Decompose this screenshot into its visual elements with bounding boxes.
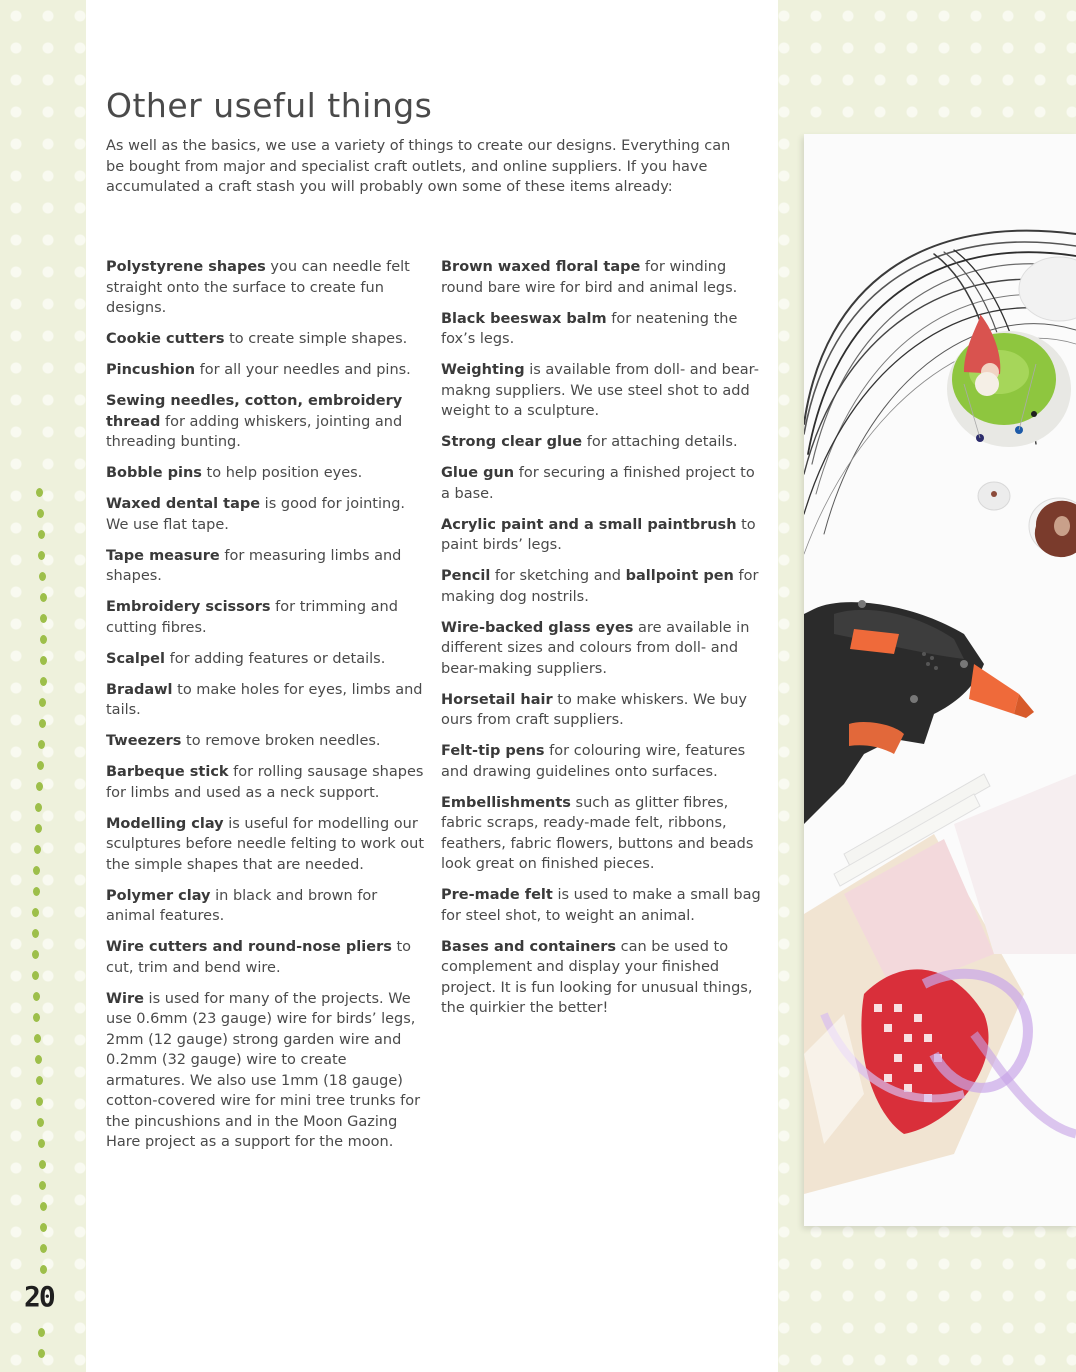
item-term: Cookie cutters	[106, 331, 225, 347]
item-description: to remove broken needles.	[181, 733, 381, 749]
decorative-dot	[37, 761, 44, 770]
decorative-dot	[36, 488, 43, 497]
item-description: for all your needles and pins.	[195, 362, 411, 378]
decorative-dot	[38, 1139, 45, 1148]
list-item	[441, 309, 761, 350]
item-description: for making dog nostrils.	[441, 568, 759, 605]
item-term: Bradawl	[106, 681, 173, 698]
craft-tools-photo	[804, 134, 1076, 1226]
decorative-dot-column	[28, 488, 52, 1368]
decorative-dot	[33, 992, 40, 1001]
decorative-dot	[37, 1118, 44, 1127]
item-description: to paint birds’ legs.	[441, 516, 756, 553]
decorative-dot	[40, 656, 47, 665]
list-item	[441, 618, 761, 680]
item-description: are available in different sizes and colours from doll- and bear-making suppliers.	[441, 619, 750, 677]
item-term: Waxed dental tape	[106, 496, 261, 512]
list-item	[441, 690, 761, 731]
list-item	[106, 257, 424, 319]
decorative-dot	[40, 1265, 47, 1274]
list-item	[106, 546, 424, 587]
list-item	[106, 937, 424, 978]
item-description: such as glitter fibres, fabric scraps, ready-made felt, ribbons, feathers, fabric flowers, buttons and beads look great on finished pieces.	[441, 794, 754, 872]
item-term: Black beeswax balm	[441, 310, 607, 327]
item-description: for adding features or details.	[164, 650, 386, 667]
list-item	[441, 432, 761, 453]
item-term: ballpoint pen	[625, 568, 734, 584]
list-item	[441, 257, 761, 298]
decorative-dot	[38, 551, 45, 560]
decorative-dot	[32, 929, 39, 938]
item-term: Polystyrene shapes	[106, 259, 266, 275]
item-description: for colouring wire, features and drawing guidelines onto surfaces.	[441, 743, 746, 780]
list-item	[106, 731, 424, 752]
list-item	[106, 391, 424, 453]
item-term: Modelling clay	[106, 815, 224, 832]
item-description: to make holes for eyes, limbs and tails.	[106, 681, 423, 718]
item-description: for adding whiskers, jointing and threading bunting.	[106, 413, 403, 450]
decorative-dot	[38, 740, 45, 749]
decorative-dot	[40, 1244, 47, 1253]
intro-paragraph: As well as the basics, we use a variety of things to create our designs. Everything can be bought from major and specialist craft outlets, and online suppliers. If you have accumulated a craft stash you will probably own some of these items already:	[106, 138, 731, 195]
item-term: Horsetail hair	[441, 691, 553, 708]
list-item	[441, 793, 761, 875]
item-description: for measuring limbs and shapes.	[106, 547, 402, 584]
decorative-dot	[33, 887, 40, 896]
item-term: Wire	[106, 990, 144, 1007]
item-term: Embellishments	[441, 794, 571, 811]
list-item	[441, 463, 761, 504]
decorative-dot	[38, 530, 45, 539]
list-item	[106, 989, 424, 1153]
item-description: for securing a finished project to a base.	[441, 465, 755, 502]
list-item	[106, 360, 424, 381]
decorative-dot	[39, 1160, 46, 1169]
item-term: Pincushion	[106, 362, 196, 378]
list-item	[106, 814, 424, 876]
item-term: Tape measure	[106, 547, 220, 564]
list-item	[441, 937, 761, 1019]
decorative-dot	[35, 824, 42, 833]
decorative-dot	[40, 677, 47, 686]
item-description: in black and brown for animal features.	[106, 887, 378, 924]
item-term: Pencil	[441, 568, 491, 584]
item-description: you can needle felt straight onto the surface to create fun designs.	[106, 259, 410, 316]
decorative-dot	[40, 1202, 47, 1211]
page-title: Other useful things	[106, 86, 433, 125]
list-item	[106, 494, 424, 535]
item-description: to create simple shapes.	[224, 331, 408, 347]
item-term: Bases and containers	[441, 938, 617, 955]
list-item	[441, 741, 761, 782]
decorative-dot	[36, 782, 43, 791]
item-term: Glue gun	[441, 465, 515, 481]
decorative-dot	[36, 1097, 43, 1106]
item-description: is used to make a small bag for steel shot, to weight an animal.	[441, 887, 761, 924]
item-term: Tweezers	[106, 733, 182, 749]
decorative-dot	[35, 1055, 42, 1064]
decorative-dot	[39, 698, 46, 707]
list-item	[441, 566, 761, 607]
decorative-dot	[40, 1223, 47, 1232]
item-description: is useful for modelling our sculptures before needle felting to work out the simple shapes that are needed.	[106, 815, 425, 873]
list-item	[106, 649, 424, 670]
decorative-dot	[38, 1328, 45, 1337]
item-term: Pre-made felt	[441, 887, 553, 903]
decorative-dot	[40, 593, 47, 602]
page-number: 20	[24, 1280, 54, 1313]
item-term: Wire cutters and round-nose pliers	[106, 939, 392, 955]
list-item	[441, 515, 761, 556]
item-term: Felt-tip pens	[441, 743, 545, 759]
decorative-dot	[35, 803, 42, 812]
list-item	[106, 680, 424, 721]
item-term: Barbeque stick	[106, 764, 229, 780]
list-item	[106, 762, 424, 803]
decorative-dot	[32, 908, 39, 917]
text-panel	[86, 0, 778, 1372]
decorative-dot	[34, 1034, 41, 1043]
list-item	[441, 885, 761, 926]
list-item	[106, 329, 424, 350]
decorative-dot	[33, 866, 40, 875]
item-term: Scalpel	[106, 650, 165, 667]
decorative-dot	[37, 509, 44, 518]
item-description: to make whiskers. We buy ours from craft suppliers.	[441, 691, 748, 728]
list-item	[106, 463, 424, 484]
decorative-dot	[40, 635, 47, 644]
item-term: Bobble pins	[106, 465, 202, 481]
item-term: Brown waxed floral tape	[441, 259, 641, 275]
item-term: Strong clear glue	[441, 434, 583, 450]
item-description: for rolling sausage shapes for limbs and used as a neck support.	[106, 764, 424, 801]
decorative-dot	[40, 614, 47, 623]
item-description: can be used to complement and display your finished project. It is fun looking for unusual things, the quirkier the better!	[441, 938, 753, 1016]
right-column	[441, 257, 761, 1029]
decorative-dot	[38, 1349, 45, 1358]
item-description: to help position eyes.	[201, 465, 363, 481]
item-term: Sewing needles, cotton, embroidery thread	[106, 393, 403, 430]
item-description: for trimming and cutting fibres.	[106, 599, 398, 636]
decorative-dot	[36, 1076, 43, 1085]
decorative-dot	[39, 572, 46, 581]
item-term: Polymer clay	[106, 887, 211, 904]
decorative-dot	[39, 719, 46, 728]
item-description: for sketching and	[490, 568, 626, 584]
item-description: for attaching details.	[582, 434, 738, 450]
item-description: for winding round bare wire for bird and animal legs.	[441, 259, 738, 296]
decorative-dot	[32, 950, 39, 959]
item-term: Acrylic paint and a small paintbrush	[441, 516, 737, 533]
item-description: is good for jointing. We use flat tape.	[106, 496, 406, 533]
item-term: Wire-backed glass eyes	[441, 619, 634, 636]
item-description: for neatening the fox’s legs.	[441, 310, 738, 347]
left-column	[106, 257, 424, 1163]
item-description: is used for many of the projects. We use 0.6mm (23 gauge) wire for birds’ legs, 2mm (12 gauge) strong garden wire and 0.2mm (32 gauge) wire to create armatures. We also use 1mm (18 gauge) cotton-covered wire for mini tree trunks for the pincushions and in the Moon Gazing Hare project as a support for the moon.	[106, 990, 421, 1150]
item-term: Weighting	[441, 362, 525, 378]
decorative-dot	[34, 845, 41, 854]
item-term: Embroidery scissors	[106, 599, 271, 615]
decorative-dot	[32, 971, 39, 980]
list-item	[106, 886, 424, 927]
item-description: is available from doll- and bear-makng suppliers. We use steel shot to add weight to a sculpture.	[441, 362, 759, 419]
decorative-dot	[39, 1181, 46, 1190]
list-item	[106, 597, 424, 638]
left-margin-strip	[0, 0, 86, 1372]
list-item	[441, 360, 761, 422]
item-description: to cut, trim and bend wire.	[106, 939, 412, 976]
decorative-dot	[33, 1013, 40, 1022]
